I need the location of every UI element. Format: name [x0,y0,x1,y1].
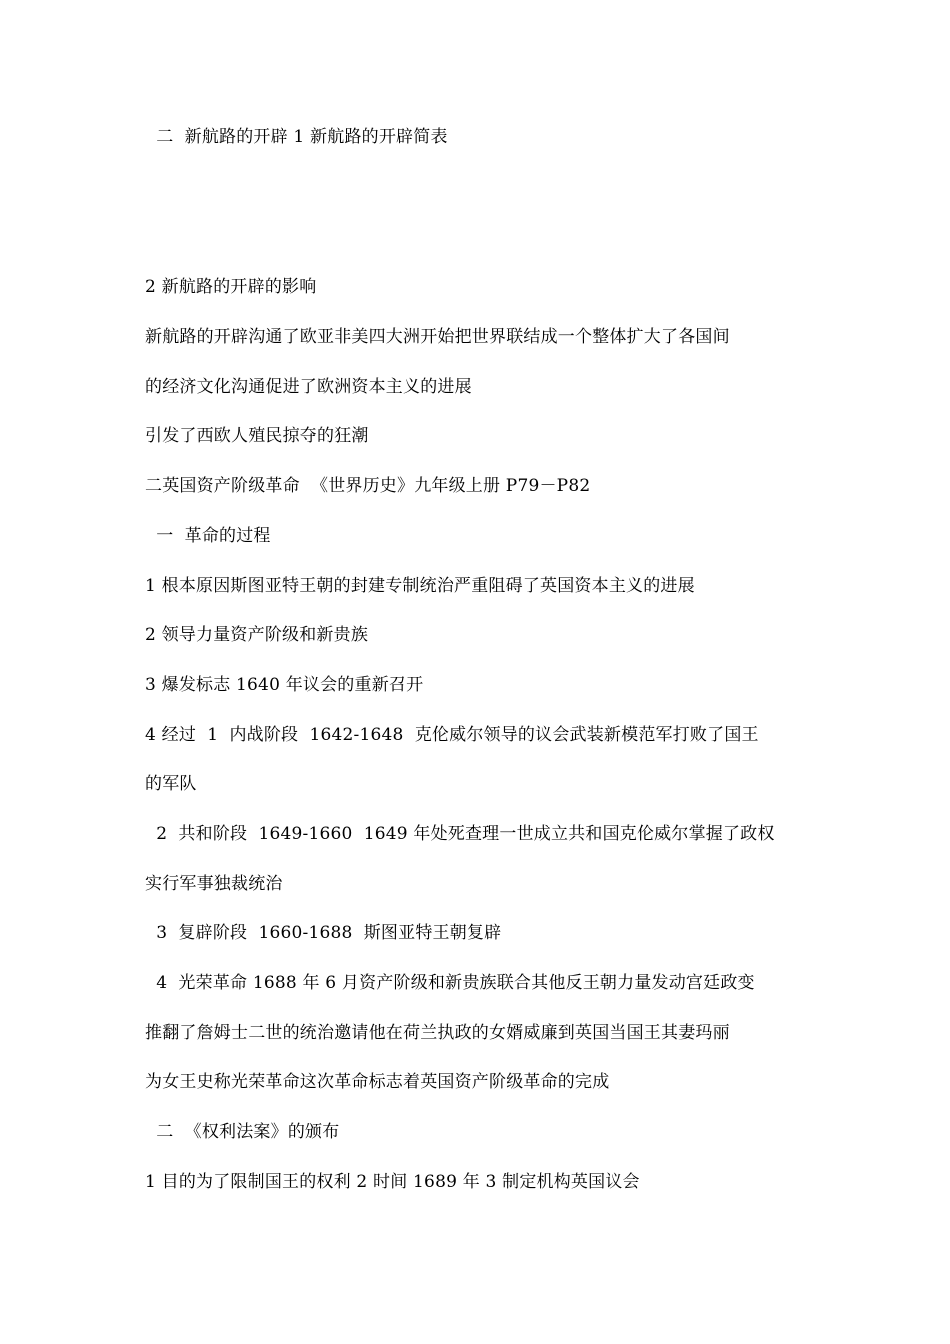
text-line: 为女王史称光荣革命这次革命标志着英国资产阶级革命的完成 [145,1072,610,1092]
section-heading-new-sea-routes: 二 新航路的开辟 1 新航路的开辟简表 [145,127,448,147]
section-heading-english-revolution: 二英国资产阶级革命 《世界历史》九年级上册 P79－P82 [145,476,591,496]
text-line: 2 共和阶段 1649-1660 1649 年处死查理一世成立共和国克伦威尔掌握了政权 [145,824,775,844]
text-line: 的军队 [145,774,197,794]
text-line: 1 目的为了限制国王的权利 2 时间 1689 年 3 制定机构英国议会 [145,1172,640,1192]
subheading-revolution-process: 一 革命的过程 [145,526,271,546]
subheading-bill-of-rights: 二 《权利法案》的颁布 [145,1122,340,1142]
subheading-impact: 2 新航路的开辟的影响 [145,277,317,297]
text-line: 3 复辟阶段 1660-1688 斯图亚特王朝复辟 [145,923,502,943]
text-line: 的经济文化沟通促进了欧洲资本主义的进展 [145,377,472,397]
text-line: 新航路的开辟沟通了欧亚非美四大洲开始把世界联结成一个整体扩大了各国间 [145,327,730,347]
text-line: 1 根本原因斯图亚特王朝的封建专制统治严重阻碍了英国资本主义的进展 [145,576,695,596]
text-line: 引发了西欧人殖民掠夺的狂潮 [145,426,369,446]
text-line: 推翻了詹姆士二世的统治邀请他在荷兰执政的女婿威廉到英国当国王其妻玛丽 [145,1023,730,1043]
text-line: 3 爆发标志 1640 年议会的重新召开 [145,675,424,695]
text-line: 实行军事独裁统治 [145,874,283,894]
text-line: 2 领导力量资产阶级和新贵族 [145,625,369,645]
text-line: 4 光荣革命 1688 年 6 月资产阶级和新贵族联合其他反王朝力量发动宫廷政变 [145,973,755,993]
text-line: 4 经过 1 内战阶段 1642-1648 克伦威尔领导的议会武装新模范军打败了国王 [145,725,759,745]
